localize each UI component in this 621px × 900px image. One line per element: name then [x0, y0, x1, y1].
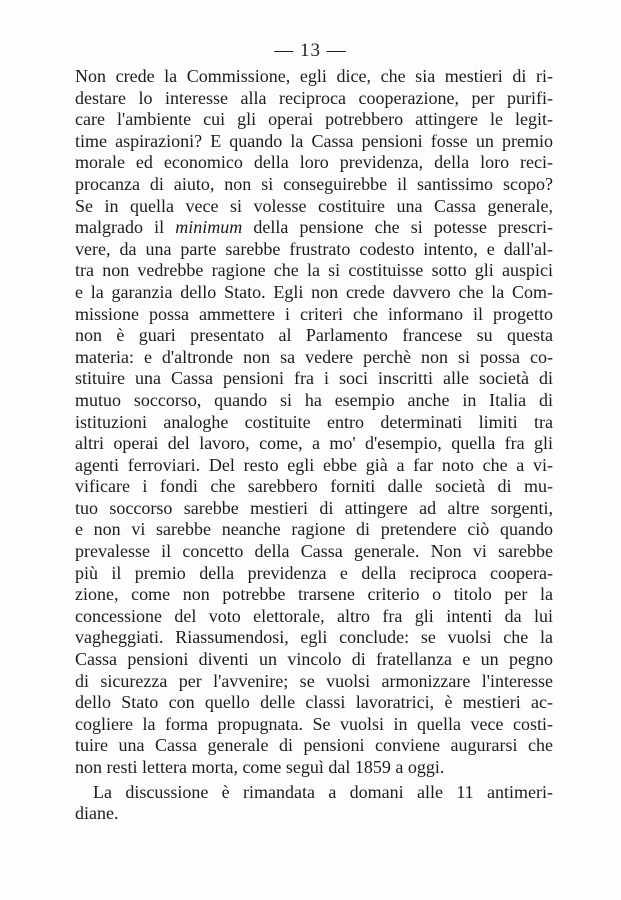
text-line: stituire una Cassa pensioni fra i soci inscritti alle società di — [75, 368, 553, 389]
paragraph-adjournment — [75, 782, 553, 825]
text-line: mutuo soccorso, quando si ha esempio anche in Italia di — [75, 389, 553, 410]
text-line: malgrado il minimum della pensione che si potesse prescri- — [75, 217, 554, 238]
text-line: non resti lettera morta, come seguì dal 1859 a oggi. — [75, 757, 445, 777]
text-line: dello Stato con quello delle classi lavoratrici, è mestieri ac- — [75, 692, 553, 713]
text-line: Cassa pensioni diventi un vincolo di fratellanza e un pegno — [75, 649, 553, 670]
text-line: concessione del voto elettorale, altro fra gli intenti da lui — [75, 605, 553, 626]
text-line: zione, come non potrebbe trarsene criterio o titolo per la — [75, 584, 553, 605]
page-number: — 13 — — [274, 40, 347, 61]
text-line: e non vi sarebbe neanche ragione di pretendere ciò quando — [75, 519, 553, 540]
text-line: missione possa ammettere i criteri che informano il progetto — [75, 303, 553, 324]
text-line: tuire una Cassa generale di pensioni conviene augurarsi che — [75, 735, 553, 756]
text-line: tra non vedrebbe ragione che la si costituisse sotto gli auspici — [75, 260, 553, 281]
text-line: time aspirazioni? E quando la Cassa pensioni fosse un premio — [75, 130, 553, 151]
text-line: destare lo interesse alla reciproca cooperazione, per purifi- — [75, 87, 553, 108]
text-line: agenti ferroviari. Del resto egli ebbe già a far noto che a vi- — [75, 454, 553, 475]
text-line: La discussione è rimandata a domani alle 11 antimeri- — [93, 781, 553, 802]
text-line: tuo soccorso sarebbe mestieri di attingere ad altre sorgenti, — [75, 497, 553, 518]
paragraph-commission-speech — [75, 66, 553, 779]
text-line: prevalesse il concetto della Cassa generale. Non vi sarebbe — [75, 541, 553, 562]
text-line: cogliere la forma propugnata. Se vuolsi in quella vece costi- — [75, 713, 553, 734]
text-line: Non crede la Commissione, egli dice, che sia mestieri di ri- — [75, 66, 553, 86]
text-line: altri operai del lavoro, come, a mo' d'esempio, quella fra gli — [75, 433, 553, 454]
text-line: procanza di aiuto, non si conseguirebbe il santissimo scopo? — [75, 173, 553, 194]
text-line: e la garanzia dello Stato. Egli non crede davvero che la Com- — [75, 281, 553, 302]
text-line: care l'ambiente cui gli operai potrebbero attingere le legit- — [75, 109, 553, 130]
text-line: diane. — [75, 803, 119, 824]
text-line: vagheggiati. Riassumendosi, egli conclude: se vuolsi che la — [75, 627, 553, 648]
text-line: più il premio della previdenza e della reciproca coopera- — [75, 562, 553, 583]
text-line: istituzioni analoghe costituite entro determinati limiti tra — [75, 411, 553, 432]
text-line: vere, da una parte sarebbe frustrato codesto intento, e dall'al- — [75, 238, 553, 259]
text-line: vificare i fondi che sarebbero forniti dalle società di mu- — [75, 476, 553, 497]
text-line: non è guari presentato al Parlamento francese su questa — [75, 325, 553, 346]
text-line: morale ed economico della loro previdenza, della loro reci- — [75, 152, 553, 173]
body-text — [75, 66, 553, 825]
text-line: Se in quella vece si volesse costituire una Cassa generale, — [75, 195, 553, 216]
text-line: di sicurezza per l'avvenire; se vuolsi armonizzare l'interesse — [75, 670, 553, 691]
text-line: materia: e d'altronde non sa vedere perchè non si possa co- — [75, 346, 553, 367]
